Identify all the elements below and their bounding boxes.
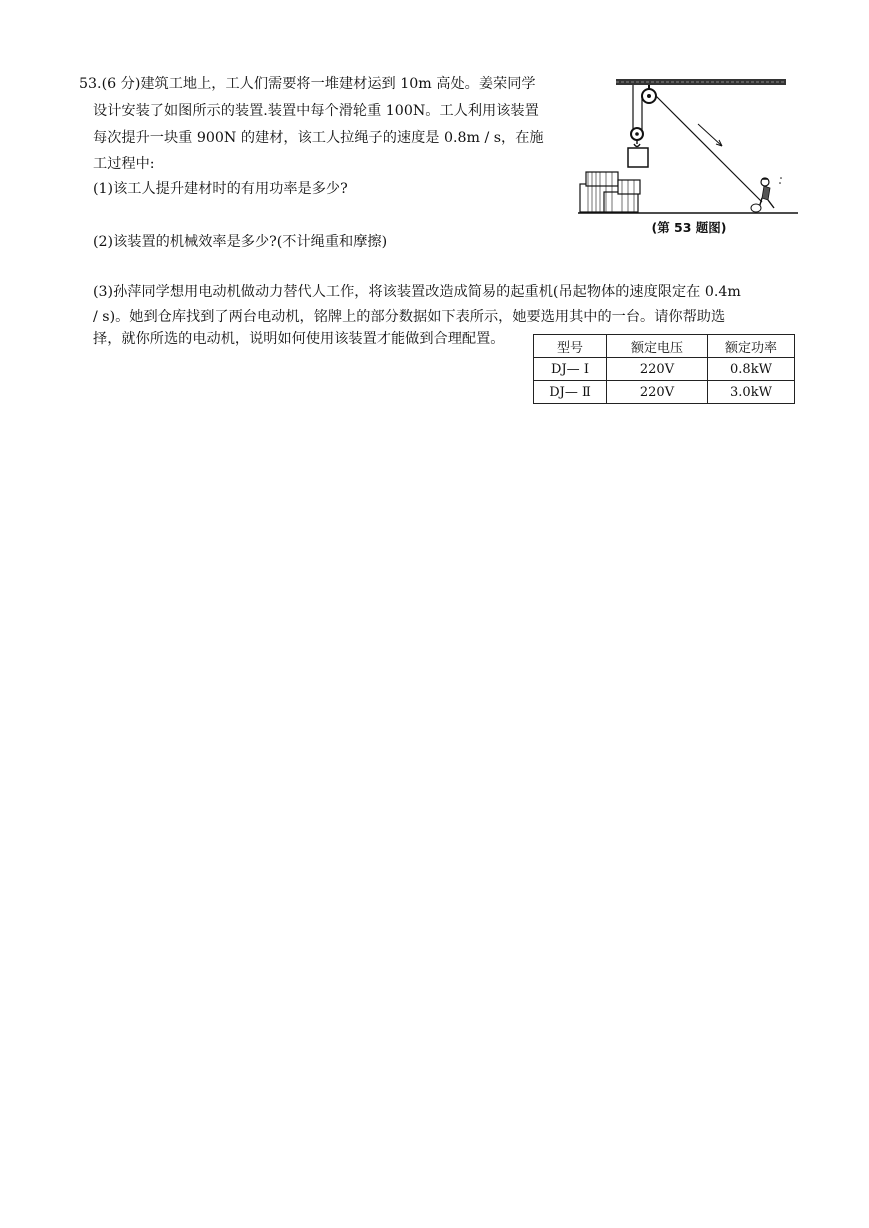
table-cell: DJ— Ⅰ: [534, 358, 607, 381]
hanging-block: [628, 148, 648, 167]
table-cell: 220V: [607, 358, 708, 381]
table-header-cell: 额定电压: [607, 335, 708, 358]
table-header-cell: 型号: [534, 335, 607, 358]
question-3-line-1: (3)孙萍同学想用电动机做动力替代人工作，将该装置改造成简易的起重机(吊起物体的速度限定在 0.4m: [93, 284, 741, 300]
motor-spec-table: [533, 334, 795, 404]
question-1: (1)该工人提升建材时的有用功率是多少?: [93, 181, 348, 197]
question-3-line-3: 择，就你所选的电动机，说明如何使用该装置才能做到合理配置。: [93, 331, 505, 347]
table-header-cell: 额定功率: [708, 335, 795, 358]
problem-line-3: 每次提升一块重 900N 的建材，该工人拉绳子的速度是 0.8m / s，在施: [93, 130, 544, 146]
table-header-row: [534, 335, 795, 358]
problem-line-1: 53.(6 分)建筑工地上，工人们需要将一堆建材运到 10m 高处。姜荣同学: [79, 76, 536, 92]
table-cell: 0.8kW: [708, 358, 795, 381]
table-cell: DJ— Ⅱ: [534, 381, 607, 404]
worker-figure: [751, 177, 782, 212]
problem-line-2: 设计安装了如图所示的装置.装置中每个滑轮重 100N。工人利用该装置: [93, 103, 539, 119]
pulley-figure: [576, 74, 802, 240]
figure-caption: (第 53 题图): [651, 220, 727, 235]
table-cell: 3.0kW: [708, 381, 795, 404]
table-cell: 220V: [607, 381, 708, 404]
question-3-line-2: / s)。她到仓库找到了两台电动机，铭牌上的部分数据如下表所示，她要选用其中的一台。请你帮助选: [93, 309, 726, 325]
building-materials: [580, 172, 640, 212]
question-2: (2)该装置的机械效率是多少?(不计绳重和摩擦): [93, 234, 388, 250]
table-row: [534, 358, 795, 381]
problem-line-4: 工过程中:: [93, 156, 155, 172]
table-row: [534, 381, 795, 404]
